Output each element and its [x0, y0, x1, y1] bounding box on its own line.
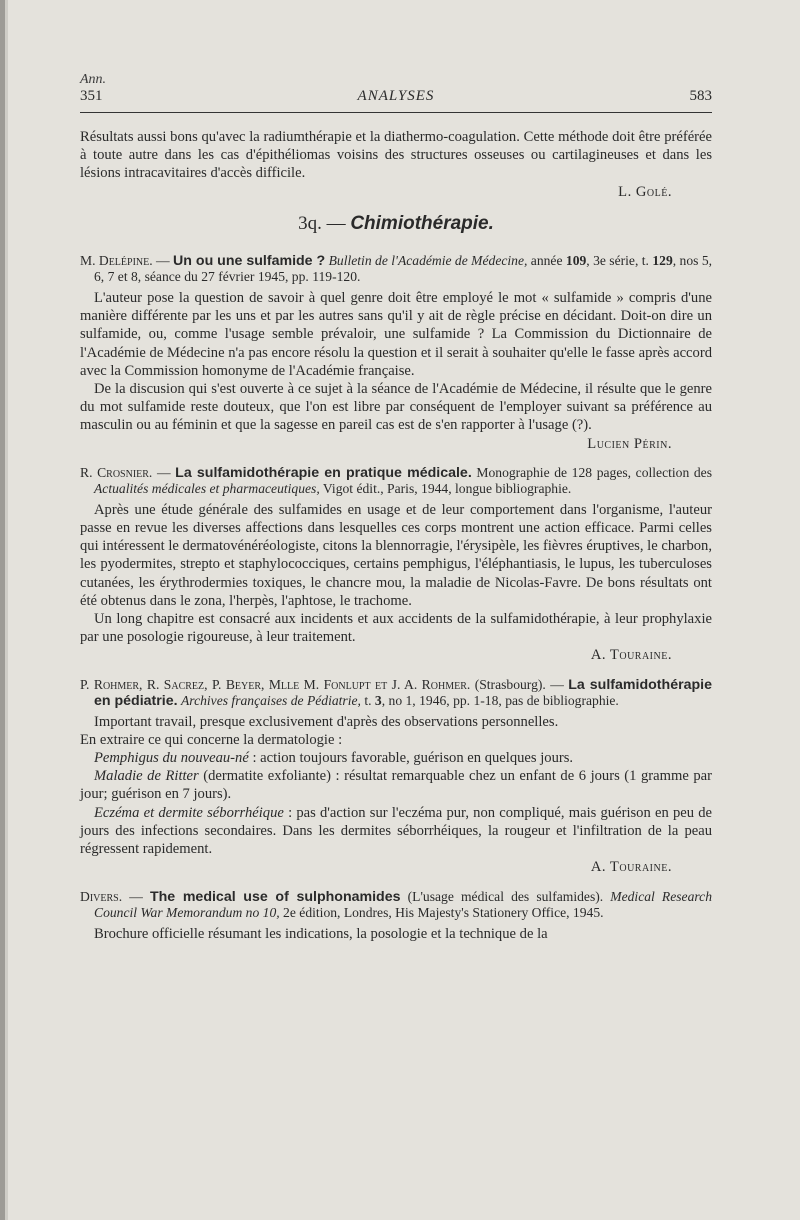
finding-item: [80, 767, 712, 803]
article-paragraph: Après une étude générale des sulfamides en usage et de leur comportement dans l'organisme, l'auteur passe en revue les diverses affections dans lesquelles ces corps montrent une action efficace. Parmi celles qui intéressent le dermatovénéréologiste, citons la blennorragie, l'érysipèle, les fièvres éruptives, le charbon, les pyodermites, strepto et staphylococciques, certains pemphigus, l'éléphantiasis, le lupus, les tuberculoses cutanées, les érythrodermies toxiques, le chancre mou, la maladie de Nicolas-Favre. De bons résultats ont été obtenus dans le zona, l'herpès, l'aphtose, le trachome.: [80, 501, 712, 609]
article-signature: Lucien Périn.: [587, 435, 672, 452]
article-paragraph: Important travail, presque exclusivement d'après des observations personnelles.: [94, 713, 559, 730]
page-number: 583: [689, 88, 712, 104]
journal-name: Actualités médicales et pharmaceutiques,: [94, 480, 320, 496]
journal-name: Medical Research Council War Memorandum no 10,: [94, 888, 712, 920]
article-title: La sulfamidothérapie en pédiatrie.: [94, 676, 712, 709]
header-rule: [80, 112, 712, 113]
ref-part: année: [527, 253, 566, 269]
continuation-signature: L. Golé.: [618, 183, 672, 200]
ref-separator: —: [152, 464, 176, 480]
finding-text: : action toujours favorable, guérison en quelques jours.: [248, 750, 574, 767]
running-title: ANALYSES: [357, 88, 435, 104]
finding-item: [80, 749, 712, 767]
article-paragraph: L'auteur pose la question de savoir à quel genre doit être employé le mot « sulfamide » compris d'une manière différente par les uns et par les autres sans qu'il y ait de règle précise en décidant. Doit-on dire un sulfamide, ou, comme l'usage semble prévaloir, une sulfamide ? La Commission du Dictionnaire de l'Académie de Médecine n'a pas encore résolu la question et il serait à souhaiter qu'elle le fasse après accord avec la Commission homonyme de l'Académie française.: [80, 290, 712, 379]
article-title: The medical use of sulphonamides: [149, 888, 401, 905]
ref-separator: —: [545, 676, 569, 692]
article-author: Divers.: [80, 888, 123, 904]
ref-part: (Strasbourg).: [470, 676, 546, 692]
ref-separator: —: [122, 888, 150, 904]
ref-part: Vigot édit., Paris, 1944, longue bibliographie.: [319, 480, 572, 496]
handwritten-note: Ann.: [80, 72, 107, 87]
article-paragraph: Brochure officielle résumant les indications, la posologie et la technique de la: [94, 925, 548, 942]
article-paragraph: Un long chapitre est consacré aux incidents et aux accidents de la sulfamidothérapie, à leur prophylaxie par une posologie rigoureuse, à leur traitement.: [80, 611, 712, 646]
article-author: M. Delépine.: [80, 253, 153, 269]
finding-term: Pemphigus du nouveau-né: [94, 750, 249, 767]
article-reference: [80, 889, 712, 921]
article-reference: [80, 465, 712, 497]
article-divers: [80, 889, 712, 943]
article-signature: A. Touraine.: [590, 859, 672, 876]
ref-part: Monographie de 128 pages, collection des: [471, 464, 712, 480]
ref-part: , no 1, 1946, pp. 1-18, pas de bibliographie.: [381, 692, 619, 708]
section-number: 3q. —: [298, 212, 346, 234]
header-code: 351: [80, 88, 103, 104]
tome-number: 129: [652, 253, 673, 269]
continuation-paragraph: Résultats aussi bons qu'avec la radiumthérapie et la diathermo-coagulation. Cette méthode doit être préférée à toute autre dans les cas d'épithéliomas voisins des structures osseuses ou cartilagineuses et dans les lésions intracavitaires d'accès difficile.: [80, 129, 712, 182]
journal-name: Bulletin de l'Académie de Médecine,: [328, 253, 528, 269]
finding-term: Eczéma et dermite séborrhéique: [94, 804, 284, 821]
finding-text: : pas d'action sur l'eczéma pur, non compliqué, mais guérison en peu de jours des infections secondaires. Dans les dermites séborrhéiques, la rougeur et l'infiltration de la peau régressent rapidement.: [80, 804, 713, 858]
page-header: [80, 88, 712, 110]
article-title: Un ou une sulfamide ?: [173, 253, 326, 270]
article-author: P. Rohmer, R. Sacrez, P. Beyer, Mlle M. Fonlupt et J. A. Rohmer.: [80, 676, 471, 692]
ref-part: , 3e série, t.: [586, 253, 653, 269]
ref-part: 2e édition, Londres, His Majesty's Stationery Office, 1945.: [279, 904, 604, 920]
volume-number: 3: [374, 692, 382, 708]
article-rohmer: [80, 677, 712, 877]
finding-text: (dermatite exfoliante) : résultat remarquable chez un enfant de 6 jours (1 gramme par jour; guérison en 7 jours).: [80, 768, 712, 803]
volume-number: 109: [565, 253, 587, 269]
article-paragraph: De la discusion qui s'est ouverte à ce sujet à la séance de l'Académie de Médecine, il résulte que le genre du mot sulfamide reste douteux, que l'on est libre par conséquent de l'employer suivant sa préférence au masculin ou au féminin et que la sagesse en pareil cas est de s'en rapporter à l'usage (?).: [80, 381, 712, 434]
article-author: R. Crosnier.: [80, 464, 153, 480]
article-title: La sulfamidothérapie en pratique médicale.: [175, 464, 472, 481]
article-signature: A. Touraine.: [590, 647, 672, 664]
article-delepine: [80, 253, 712, 453]
section-title: Chimiothérapie.: [350, 212, 494, 234]
ref-separator: —: [152, 253, 174, 269]
ref-part: (L'usage médical des sulfamides).: [400, 888, 611, 904]
journal-name: Archives françaises de Pédiatrie,: [180, 692, 361, 708]
ref-part: t.: [360, 692, 375, 708]
finding-term: Maladie de Ritter: [94, 768, 199, 785]
page-edge-highlight: [5, 0, 8, 1220]
ref-part: , nos 5, 6, 7 et 8, séance du 27 février 1945, pp. 119-120.: [94, 253, 713, 285]
article-reference: [80, 253, 712, 285]
section-heading: [80, 212, 712, 234]
finding-item: [80, 804, 712, 859]
article-crosnier: [80, 465, 712, 665]
page-body: [80, 128, 712, 943]
article-reference: [80, 677, 712, 709]
article-paragraph: En extraire ce qui concerne la dermatologie :: [80, 731, 343, 748]
